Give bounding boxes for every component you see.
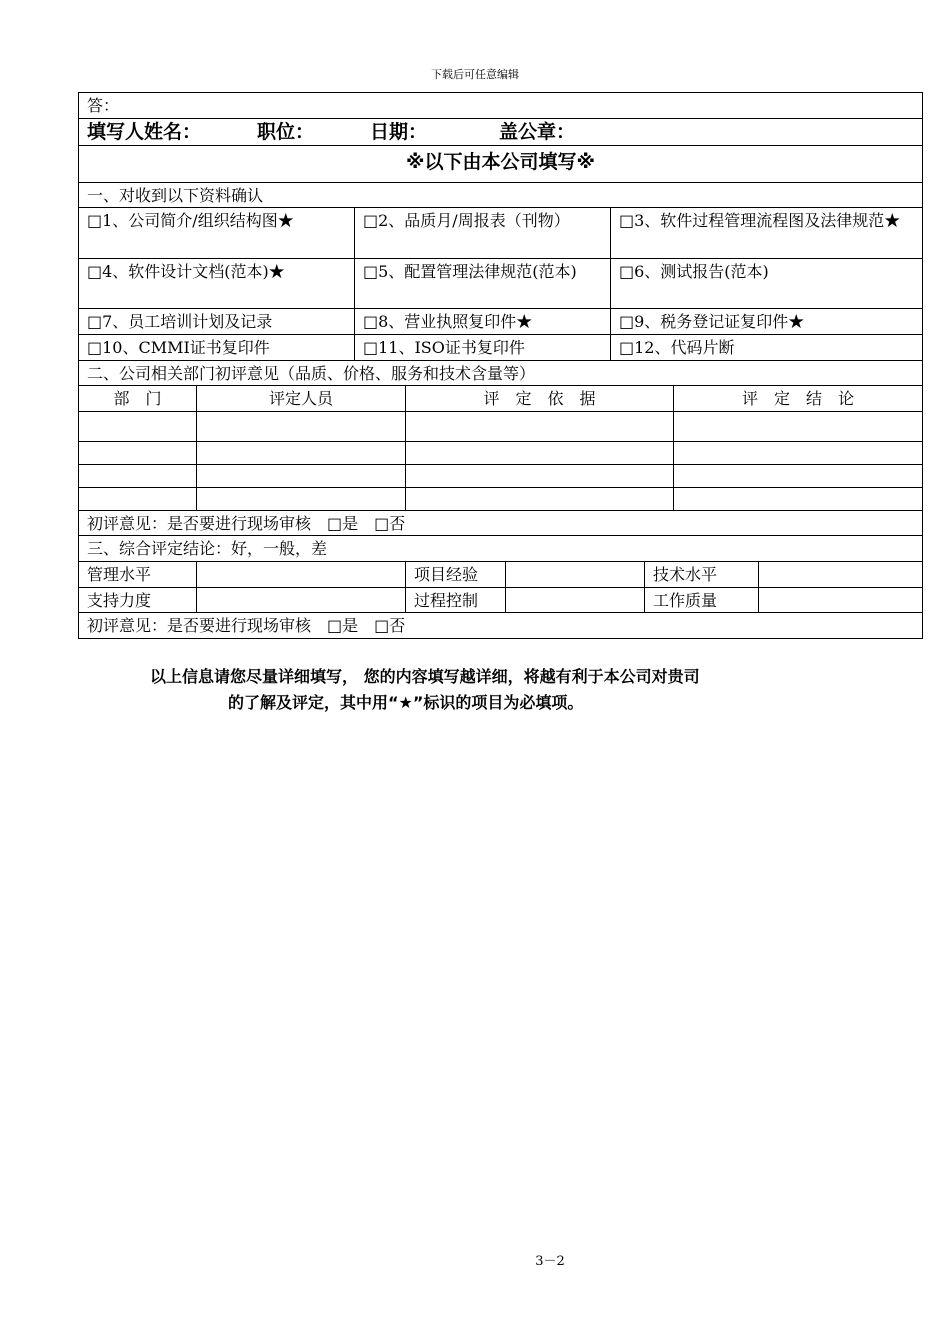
supplier-evaluation-form [78, 92, 923, 639]
eval-cell[interactable] [79, 488, 197, 510]
answer-row [79, 93, 922, 119]
answer-label: 答： [87, 96, 120, 115]
checklist-row-3 [79, 309, 922, 335]
section1-title: 一、对收到以下资料确认 [87, 186, 264, 205]
section1-row [79, 183, 922, 208]
eval-cell[interactable] [79, 412, 197, 441]
rating-value[interactable] [197, 562, 406, 587]
eval-cell[interactable] [197, 412, 406, 441]
rating-label: 管理水平 [79, 562, 197, 587]
rating-row-2 [79, 588, 922, 613]
checklist-row-1 [79, 208, 922, 259]
rating-label: 工作质量 [645, 588, 759, 612]
internal-title: ※以下由本公司填写※ [406, 151, 595, 173]
checklist-item-9[interactable]: □9、税务登记证复印件★ [619, 312, 805, 331]
eval-cell[interactable] [406, 412, 674, 441]
eval-cell[interactable] [197, 488, 406, 510]
rating-label: 过程控制 [406, 588, 506, 612]
eval-cell[interactable] [406, 465, 674, 487]
eval-cell[interactable] [79, 465, 197, 487]
rating-value[interactable] [759, 562, 922, 587]
checklist-item-4[interactable]: □4、软件设计文档(范本)★ [79, 259, 355, 308]
eval-row [79, 465, 922, 488]
name-label: 填写人姓名： [87, 121, 202, 143]
eval-header-dept: 部 门 [79, 386, 197, 411]
initial-opinion[interactable]: 初评意见：是否要进行现场审核 □是 □否 [87, 514, 406, 533]
rating-label: 支持力度 [79, 588, 197, 612]
initial-opinion-row-2 [79, 613, 922, 638]
checklist-item-3[interactable]: □3、软件过程管理流程图及法律规范★ [619, 211, 901, 230]
section3-title: 三、综合评定结论：好，一般，差 [87, 539, 328, 558]
eval-row [79, 412, 922, 442]
checklist-item-5[interactable]: □5、配置管理法律规范(范本) [355, 259, 611, 308]
checklist-item-1[interactable]: □1、公司简介/组织结构图★ [79, 208, 355, 258]
eval-cell[interactable] [197, 442, 406, 464]
eval-header-conclusion: 评 定 结 论 [741, 389, 854, 408]
section2-title: 二、公司相关部门初评意见（品质、价格、服务和技术含量等） [87, 364, 536, 383]
rating-row-1 [79, 562, 922, 588]
initial-opinion-2[interactable]: 初评意见：是否要进行现场审核 □是 □否 [87, 616, 406, 635]
checklist-item-10[interactable]: □10、CMMI证书复印件 [79, 335, 355, 360]
internal-title-row [79, 146, 922, 183]
eval-cell[interactable] [674, 465, 922, 487]
eval-header-basis: 评 定 依 据 [406, 386, 674, 411]
rating-value[interactable] [759, 588, 922, 612]
header-note: 下载后可任意编辑 [431, 68, 519, 81]
checklist-item-8[interactable]: □8、营业执照复印件★ [355, 309, 611, 334]
checklist-item-7[interactable]: □7、员工培训计划及记录 [79, 309, 355, 334]
section2-row [79, 361, 922, 386]
rating-label: 技术水平 [645, 562, 759, 587]
rating-value[interactable] [506, 562, 645, 587]
eval-cell[interactable] [674, 488, 922, 510]
eval-cell[interactable] [197, 465, 406, 487]
summary-line-2: 的了解及评定，其中用“★”标识的项目为必填项。 [228, 693, 584, 712]
checklist-row-2 [79, 259, 922, 309]
signature-row [79, 119, 922, 146]
initial-opinion-row [79, 511, 922, 536]
signature-line [79, 119, 922, 145]
date-label: 日期： [370, 121, 428, 143]
position-label: 职位： [257, 121, 315, 143]
eval-cell[interactable] [406, 488, 674, 510]
rating-value[interactable] [197, 588, 406, 612]
eval-row [79, 442, 922, 465]
section3-row [79, 536, 922, 562]
checklist-item-12[interactable]: □12、代码片断 [619, 338, 735, 357]
checklist-item-11[interactable]: □11、ISO证书复印件 [355, 335, 611, 360]
checklist-item-6[interactable]: □6、测试报告(范本) [619, 262, 769, 281]
eval-cell[interactable] [674, 442, 922, 464]
eval-cell[interactable] [674, 412, 922, 441]
summary-note [78, 664, 878, 716]
eval-cell[interactable] [406, 442, 674, 464]
eval-row [79, 488, 922, 511]
eval-header-staff: 评定人员 [197, 386, 406, 411]
checklist-row-4 [79, 335, 922, 361]
eval-header-row [79, 386, 922, 412]
checklist-item-2[interactable]: □2、品质月/周报表（刊物） [355, 208, 611, 258]
summary-line-1: 以上信息请您尽量详细填写， 您的内容填写越详细，将越有利于本公司对贵司 [150, 667, 700, 686]
rating-value[interactable] [506, 588, 645, 612]
rating-label: 项目经验 [406, 562, 506, 587]
page-number: 3－2 [535, 1254, 565, 1269]
eval-cell[interactable] [79, 442, 197, 464]
seal-label: 盖公章： [499, 121, 576, 143]
